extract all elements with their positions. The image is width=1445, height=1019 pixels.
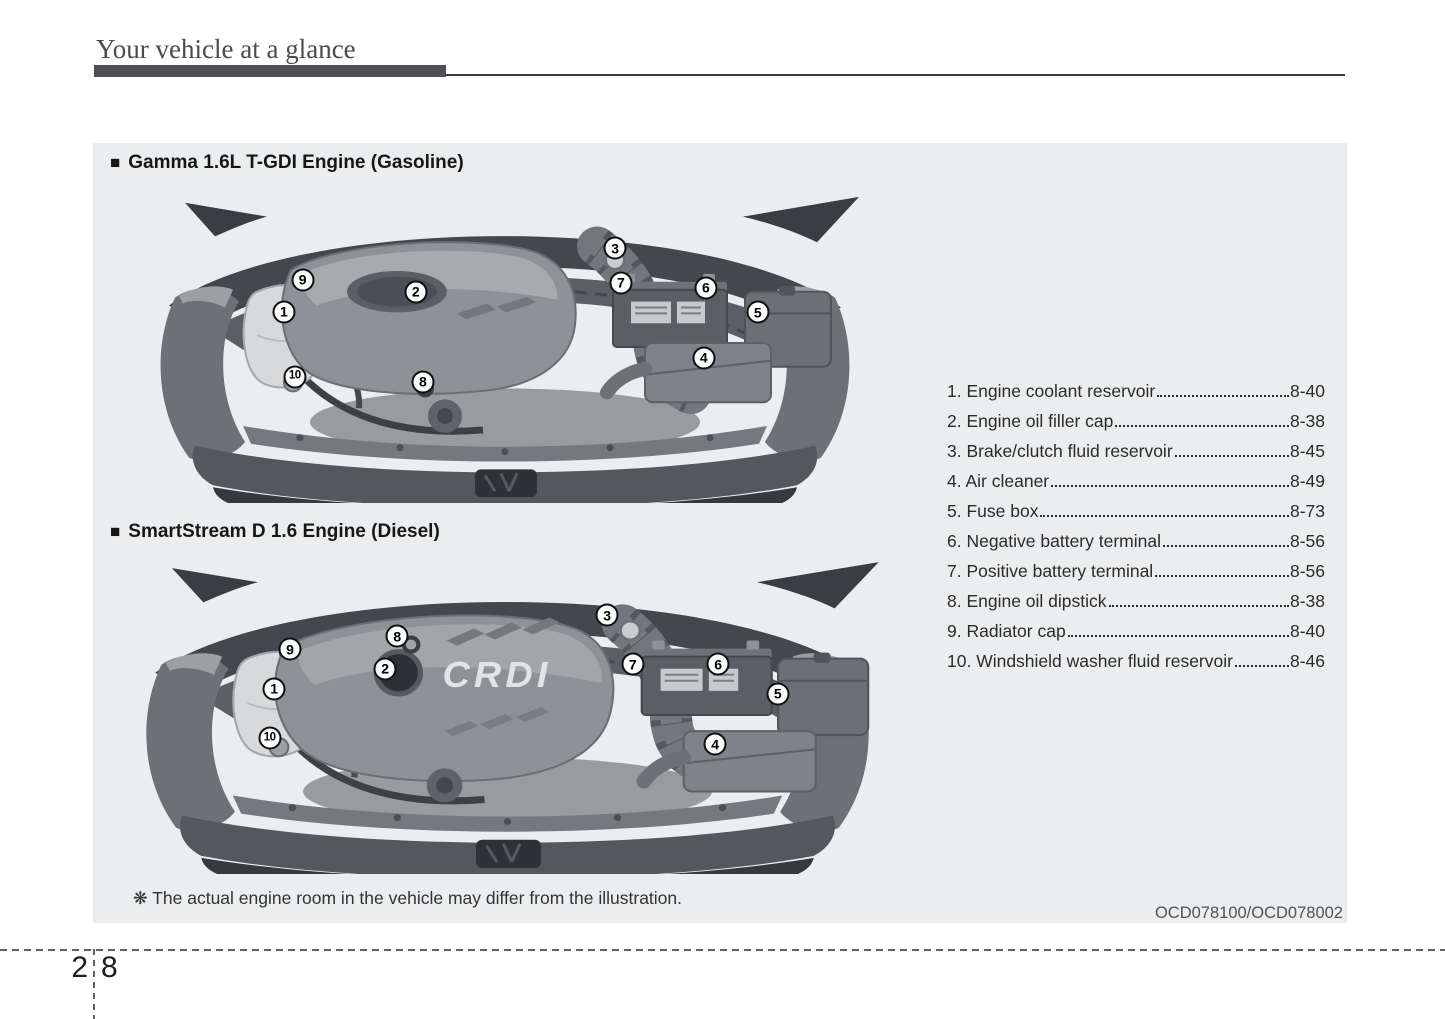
dot-leader <box>1051 485 1289 487</box>
dot-leader <box>1115 425 1289 427</box>
dot-leader <box>1175 455 1289 457</box>
section-heading-diesel <box>110 521 440 543</box>
footnote: ❋ The actual engine room in the vehicle may differ from the illustration. <box>133 888 683 908</box>
dot-leader <box>1157 395 1289 397</box>
footer-dashed-divider <box>93 949 95 1019</box>
parts-list-item <box>947 471 1325 501</box>
part-page-ref: 8-45 <box>1289 441 1325 461</box>
callout-9: 9 <box>291 268 314 291</box>
callout-1: 1 <box>272 300 295 323</box>
parts-list-item <box>947 621 1325 651</box>
part-label: 10. Windshield washer fluid reservoir <box>947 651 1233 671</box>
parts-list-item <box>947 441 1325 471</box>
part-page-ref: 8-46 <box>1289 651 1325 671</box>
engine-bay-illustration <box>130 552 885 874</box>
callout-5: 5 <box>746 301 769 324</box>
title-rule-thick <box>94 65 446 77</box>
footer-dashed-line <box>0 949 1445 951</box>
engine-diagram-diesel <box>130 552 885 874</box>
square-bullet-icon: ■ <box>110 522 121 541</box>
section-heading-gasoline <box>110 152 464 174</box>
callout-3: 3 <box>604 237 627 260</box>
square-bullet-icon: ■ <box>110 153 121 172</box>
callout-6: 6 <box>707 653 730 676</box>
part-label: 7. Positive battery terminal <box>947 561 1154 581</box>
parts-list-item <box>947 531 1325 561</box>
callout-8: 8 <box>411 370 434 393</box>
dot-leader <box>1109 605 1289 607</box>
section-heading-text: Gamma 1.6L T-GDI Engine (Gasoline) <box>128 152 464 173</box>
part-label: 3. Brake/clutch fluid reservoir <box>947 441 1173 461</box>
parts-list-item <box>947 561 1325 591</box>
callout-5: 5 <box>766 682 789 705</box>
callout-4: 4 <box>692 346 715 369</box>
parts-list-item <box>947 591 1325 621</box>
dot-leader <box>1155 575 1289 577</box>
part-page-ref: 8-49 <box>1289 471 1325 491</box>
part-label: 5. Fuse box <box>947 501 1039 521</box>
callout-3: 3 <box>596 604 619 627</box>
footer-page-number: 8 <box>101 951 118 984</box>
svg-text:CRDI: CRDI <box>442 654 552 695</box>
dot-leader <box>1068 635 1289 637</box>
parts-list-item <box>947 411 1325 441</box>
callout-10: 10 <box>258 727 281 750</box>
part-label: 6. Negative battery terminal <box>947 531 1161 551</box>
part-page-ref: 8-40 <box>1289 621 1325 641</box>
parts-list-item <box>947 501 1325 531</box>
part-label: 1. Engine coolant reservoir <box>947 381 1156 401</box>
part-page-ref: 8-40 <box>1289 381 1325 401</box>
part-label: 8. Engine oil dipstick <box>947 591 1107 611</box>
callout-4: 4 <box>704 733 727 756</box>
engine-diagram-gasoline <box>145 187 865 503</box>
parts-list-item <box>947 381 1325 411</box>
callout-2: 2 <box>404 280 427 303</box>
part-label: 4. Air cleaner <box>947 471 1050 491</box>
callout-8: 8 <box>386 625 409 648</box>
parts-list-item <box>947 651 1325 681</box>
part-label: 9. Radiator cap <box>947 621 1066 641</box>
callout-6: 6 <box>694 276 717 299</box>
callout-1: 1 <box>263 677 286 700</box>
callout-7: 7 <box>621 653 644 676</box>
engine-overview-panel <box>93 143 1347 923</box>
section-heading-text: SmartStream D 1.6 Engine (Diesel) <box>128 521 440 542</box>
part-label: 2. Engine oil filler cap <box>947 411 1114 431</box>
part-page-ref: 8-56 <box>1289 531 1325 551</box>
callout-7: 7 <box>609 271 632 294</box>
part-page-ref: 8-56 <box>1289 561 1325 581</box>
dot-leader <box>1163 545 1289 547</box>
dot-leader <box>1235 665 1289 667</box>
footer-chapter-number: 2 <box>71 951 88 984</box>
callout-10: 10 <box>283 365 306 388</box>
parts-list <box>947 381 1325 681</box>
engine-bay-illustration <box>145 187 865 503</box>
part-page-ref: 8-38 <box>1289 591 1325 611</box>
figure-code: OCD078100/OCD078002 <box>1154 904 1343 922</box>
callout-9: 9 <box>279 638 302 661</box>
part-page-ref: 8-73 <box>1289 501 1325 521</box>
dot-leader <box>1040 515 1289 517</box>
part-page-ref: 8-38 <box>1289 411 1325 431</box>
callout-2: 2 <box>374 657 397 680</box>
page-title: Your vehicle at a glance <box>96 34 356 64</box>
